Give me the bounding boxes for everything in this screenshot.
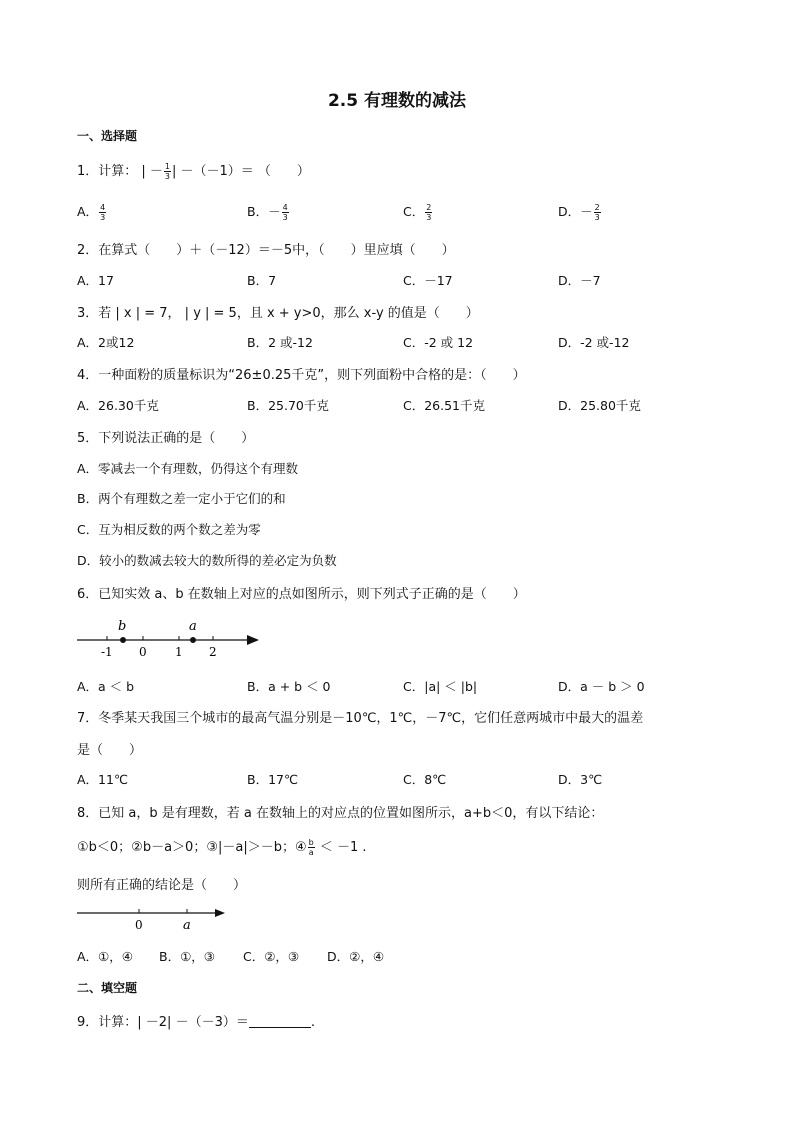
question-4-option-a: A．26.30千克 [77,398,159,413]
question-9-end: . [310,1015,315,1030]
question-9 [77,1011,315,1030]
point-a [190,637,196,643]
page-title: 2.5 有理数的减法 [327,91,467,111]
question-9-stem: 9．计算：| －2| －（－3）＝ [77,1015,249,1030]
question-4: 4．一种面粉的质量标识为“26±0.25千克”，则下列面粉中合格的是：（ ） [77,368,526,383]
conclusions-text: ①b＜0；②b－a＞0；③|－a|＞－b；④ [77,840,307,855]
question-3-option-d: D．-2 或-12 [558,335,630,350]
question-6-option-b: B．a + b ＜ 0 [247,679,331,694]
fraction-denominator: 3 [164,172,171,181]
option-label: A． [77,204,99,219]
question-2-option-d: D．－7 [558,273,601,288]
question-3-option-c: C．-2 或 12 [403,335,474,350]
question-8-ask: 则所有正确的结论是（ ） [77,878,247,893]
point-b-label: b [118,619,127,634]
fraction-denominator: 3 [100,213,106,222]
point-a-label: a [189,619,197,634]
question-8-option-b: B．①，③ [159,949,215,964]
question-7-line-2: 是（ ） [77,743,143,758]
question-5-option-d: D．较小的数减去较大的数所得的差必定为负数 [77,553,337,568]
conclusion-fraction [308,838,315,857]
option-fraction [425,203,432,222]
fraction-numerator: 4 [282,203,288,212]
question-2-option-b: B．7 [247,273,277,288]
question-7-option-c: C．8℃ [403,772,447,787]
question-8-number-line [77,900,227,934]
question-1-stem-b: | －（－1）＝ （ ） [172,164,310,179]
tick-label: 2 [209,645,217,659]
axis-arrow-icon [215,909,225,917]
question-1-option-b [247,202,290,222]
question-4-option-b: B．25.70千克 [247,398,329,413]
fraction-denominator: 3 [594,213,600,222]
question-8-conclusions [77,836,367,857]
fraction-denominator: 3 [426,213,432,222]
question-6-option-d: D．a － b ＞ 0 [558,679,645,694]
question-7-line-1: 7．冬季某天我国三个城市的最高气温分别是－10℃，1℃，－7℃，它们任意两城市中最大的温差 [77,711,644,726]
question-2-option-a: A．17 [77,273,114,288]
conclusions-text-end: ＜ －1 . [315,840,367,855]
tick-label: 0 [139,645,147,659]
question-7-option-d: D．3℃ [558,772,603,787]
tick-label: 1 [175,645,183,659]
question-8-option-d: D．②，④ [327,949,385,964]
question-8-option-a: A．①，④ [77,949,133,964]
option-fraction [99,203,106,222]
point-b [120,637,126,643]
option-label: B．－ [247,204,281,219]
question-8-option-c: C．②，③ [243,949,300,964]
question-2-option-c: C．－17 [403,273,453,288]
answer-blank[interactable] [249,1015,311,1028]
fraction-numerator: b [308,838,314,847]
question-4-option-d: D．25.80千克 [558,398,641,413]
question-7-option-b: B．17℃ [247,772,299,787]
question-1-stem-a: 1．计算： | － [77,164,163,179]
point-a-label: a [183,918,191,933]
question-6-option-c: C．|a| ＜ |b| [403,679,478,694]
option-fraction [282,203,289,222]
question-5: 5．下列说法正确的是（ ） [77,431,255,446]
question-1 [77,160,310,181]
section-heading-choice: 一、选择题 [77,129,138,143]
section-heading-fill: 二、填空题 [77,981,138,995]
question-3-option-a: A．2或12 [77,335,135,350]
question-5-option-c: C．互为相反数的两个数之差为零 [77,522,261,537]
option-label: D．－ [558,204,593,219]
fraction-numerator: 2 [426,203,432,212]
question-6: 6．已知实效 a、b 在数轴上对应的点如图所示，则下列式子正确的是（ ） [77,587,526,602]
fraction-denominator: a [308,848,314,857]
fraction-numerator: 1 [164,162,171,171]
question-1-option-a [77,202,107,222]
fraction-numerator: 2 [594,203,600,212]
question-6-number-line [77,612,262,660]
fraction-denominator: 3 [282,213,288,222]
option-fraction [594,203,601,222]
question-4-option-c: C．26.51千克 [403,398,486,413]
axis-arrow-icon [247,635,259,645]
question-1-fraction [164,162,171,181]
question-6-option-a: A．a ＜ b [77,679,135,694]
question-8: 8．已知 a，b 是有理数，若 a 在数轴上的对应点的位置如图所示，a+b＜0，有以下结论： [77,806,604,821]
fraction-numerator: 4 [100,203,106,212]
question-7-option-a: A．11℃ [77,772,128,787]
question-3-option-b: B．2 或-12 [247,335,313,350]
option-label: C． [403,204,425,219]
question-2: 2．在算式（ ）＋（－12）＝－5中，（ ）里应填（ ） [77,243,455,258]
question-5-option-a: A．零减去一个有理数，仍得这个有理数 [77,461,299,476]
tick-label: -1 [101,645,113,659]
question-1-option-d [558,202,602,222]
tick-label: 0 [135,918,143,932]
question-1-option-c [403,202,433,222]
question-3: 3．若 | x | = 7， | y | = 5，且 x + y>0，那么 x-y 的值是（ ） [77,306,479,321]
question-5-option-b: B．两个有理数之差一定小于它们的和 [77,491,286,506]
